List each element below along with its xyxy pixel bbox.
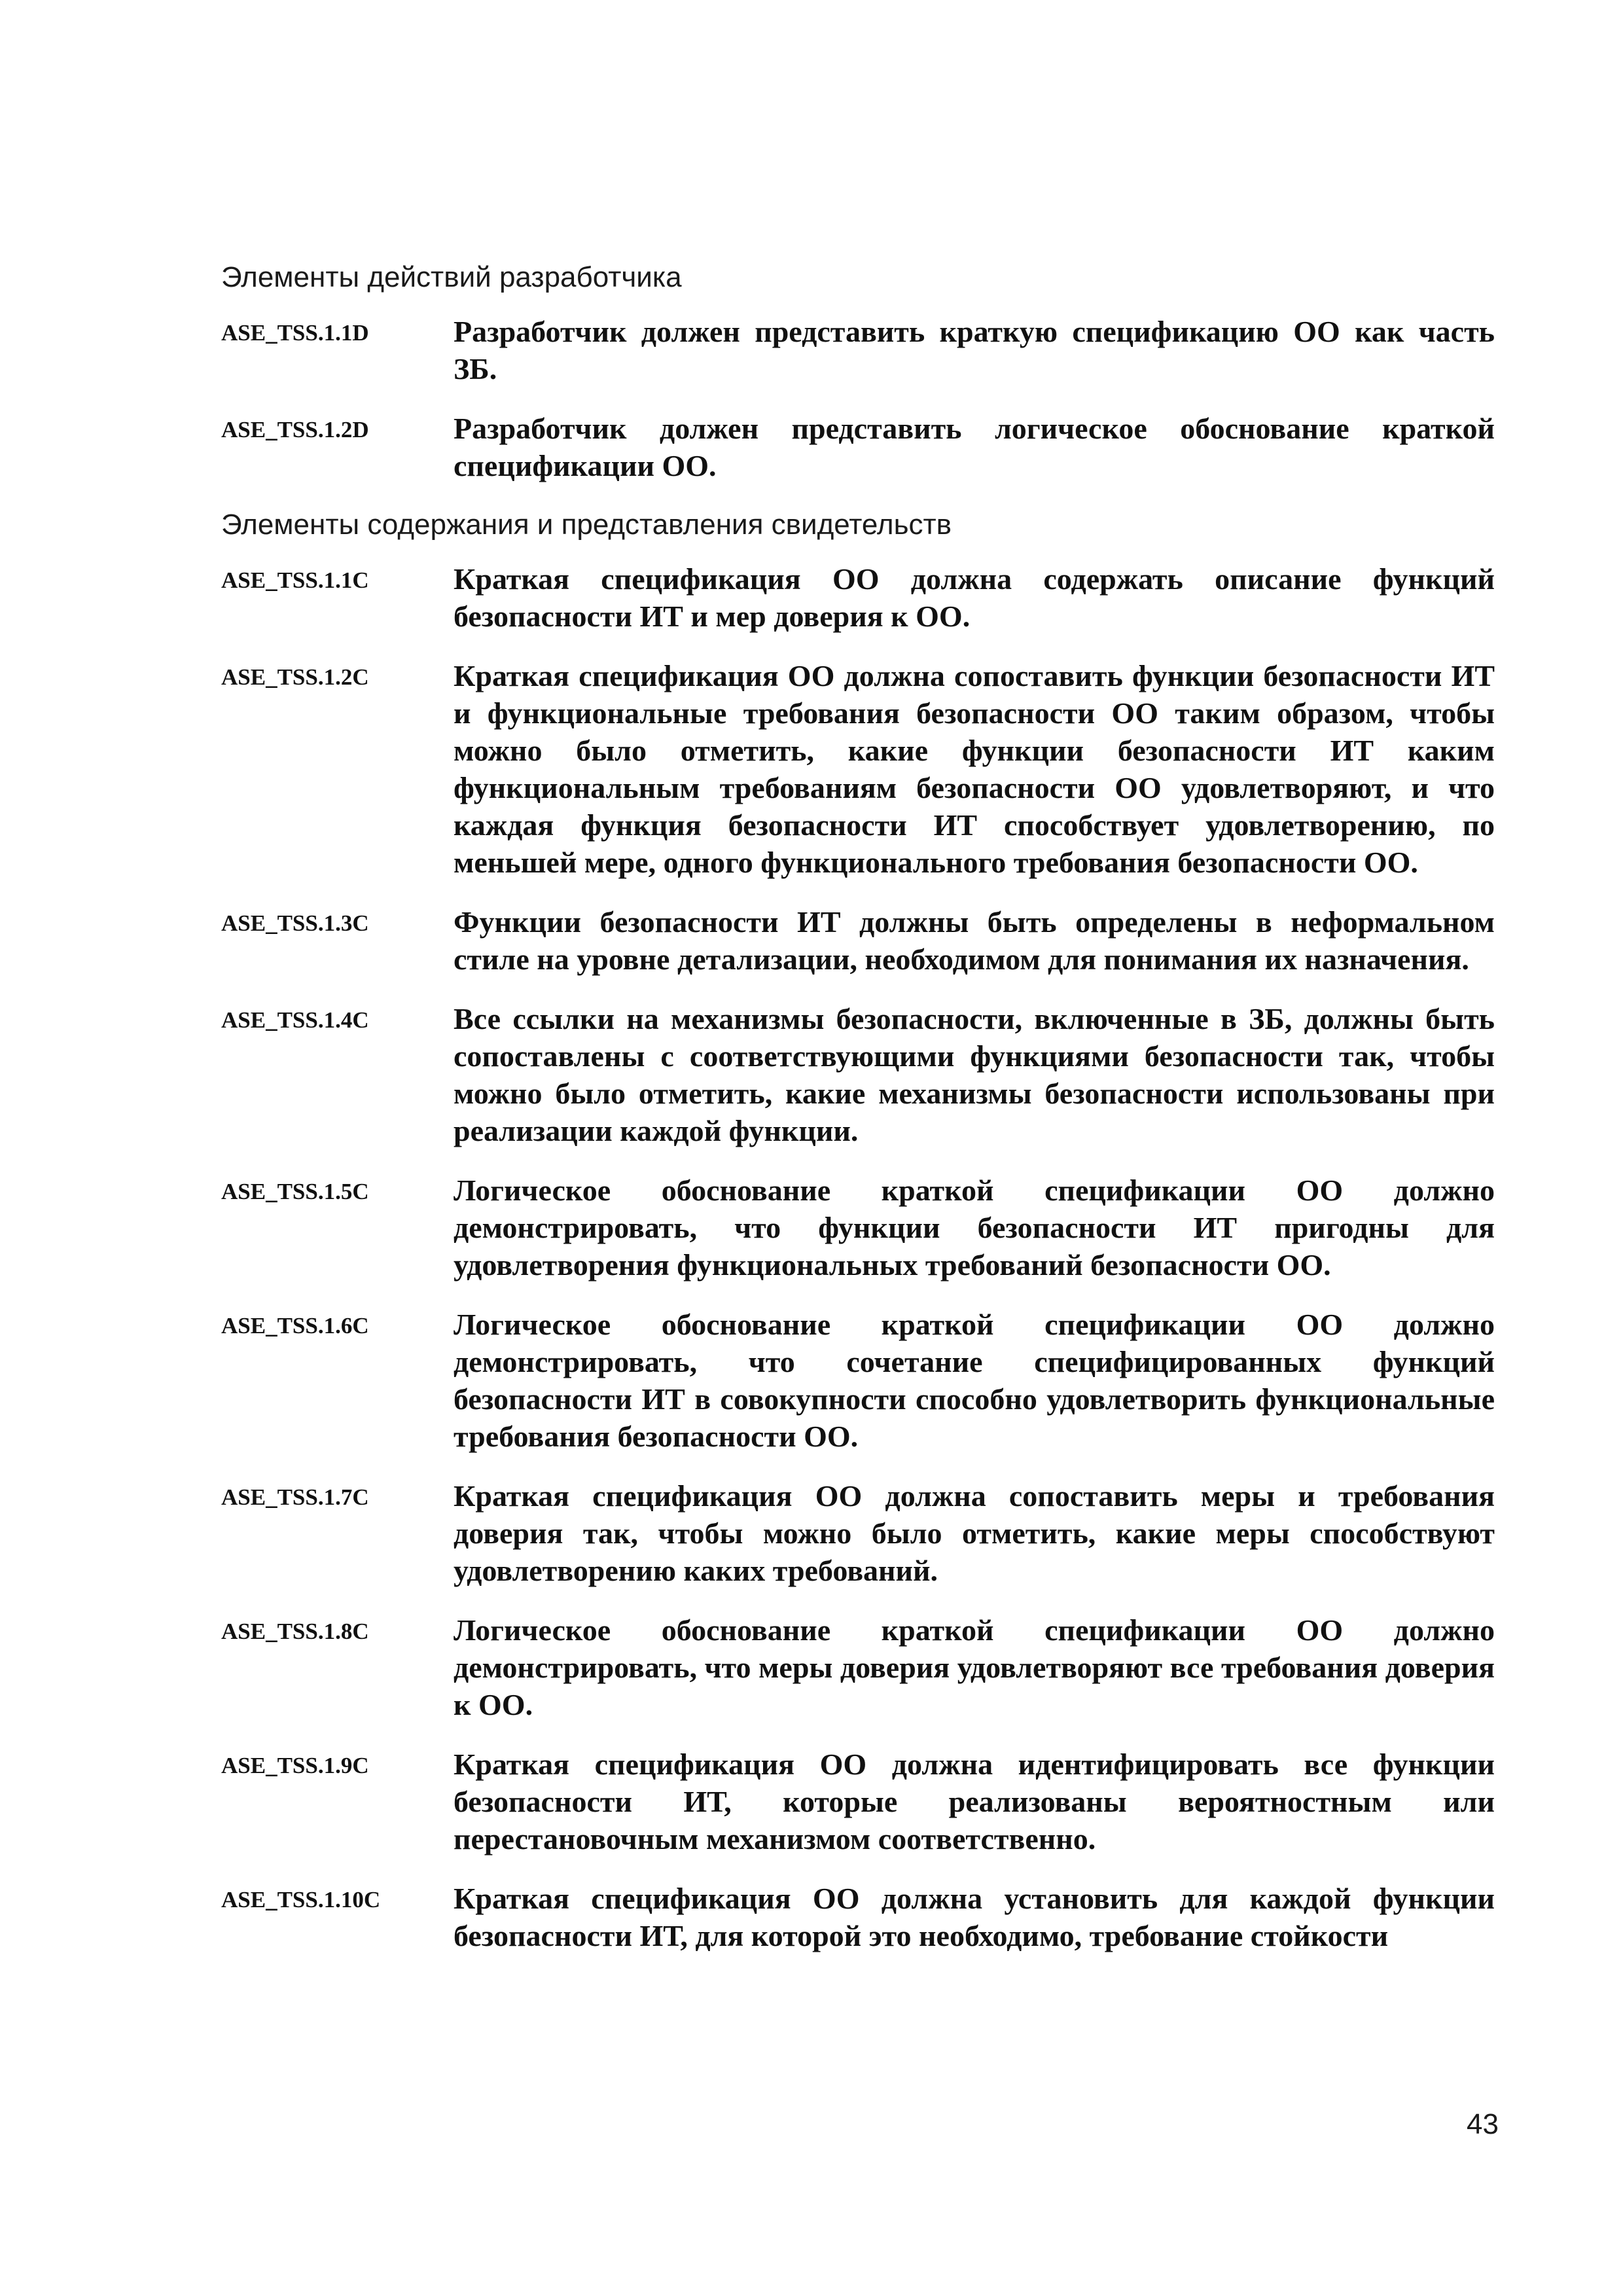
requirement-item [221,1880,1495,1954]
requirement-item [221,1172,1495,1283]
requirement-text: Разработчик должен представить краткую спецификацию ОО как часть ЗБ. [454,315,1495,386]
requirement-text: Краткая спецификация ОО должна сопоставить меры и требования доверия так, чтобы можно было отметить, какие меры способствуют удовлетворению каких требований. [454,1479,1495,1587]
requirement-item [221,1306,1495,1455]
requirement-text: Логическое обоснование краткой спецификации ОО должно демонстрировать, что меры доверия удовлетворяют все требования доверия к ОО. [454,1613,1495,1721]
requirement-text: Логическое обоснование краткой спецификации ОО должно демонстрировать, что сочетание специфицированных функций безопасности ИТ в совокупности способно удовлетворить функциональные требования безопасности ОО. [454,1308,1495,1453]
requirement-item [221,1000,1495,1149]
requirement-id: ASE_TSS.1.1D [221,320,369,346]
requirement-id: ASE_TSS.1.8C [221,1619,369,1644]
requirement-id: ASE_TSS.1.5C [221,1179,369,1204]
requirement-id: ASE_TSS.1.10C [221,1887,381,1912]
requirement-id: ASE_TSS.1.2D [221,417,369,442]
requirement-text: Функции безопасности ИТ должны быть определены в неформальном стиле на уровне детализации, необходимом для понимания их назначения. [454,905,1495,976]
requirement-item [221,560,1495,635]
requirement-id: ASE_TSS.1.3C [221,910,369,936]
page-number: 43 [1467,2108,1499,2140]
requirement-id: ASE_TSS.1.7C [221,1484,369,1510]
section-heading-content-and-presentation: Элементы содержания и представления свидетельств [221,509,952,541]
requirement-item [221,1611,1495,1723]
requirement-item [221,410,1495,484]
requirement-text: Логическое обоснование краткой спецификации ОО должно демонстрировать, что функции безопасности ИТ пригодны для удовлетворения функциональных требований безопасности ОО. [454,1174,1495,1282]
requirement-text: Разработчик должен представить логическое обоснование краткой спецификации ОО. [454,412,1495,482]
requirement-id: ASE_TSS.1.6C [221,1313,369,1338]
requirement-text: Краткая спецификация ОО должна содержать описание функций безопасности ИТ и мер доверия к ОО. [454,562,1495,633]
requirement-id: ASE_TSS.1.9C [221,1753,369,1778]
requirement-id: ASE_TSS.1.4C [221,1007,369,1033]
requirement-text: Краткая спецификация ОО должна сопоставить функции безопасности ИТ и функциональные требования безопасности ОО таким образом, чтобы можно было отметить, какие функции безопасности ИТ каким функциональным требованиям безопасности ОО удовлетворяют, и что каждая функция безопасности ИТ способствует удовлетворению, по меньшей мере, одного функционального требования безопасности ОО. [454,659,1495,879]
requirement-text: Краткая спецификация ОО должна идентифицировать все функции безопасности ИТ, которые реализованы вероятностным или перестановочным механизмом соответственно. [454,1748,1495,1856]
requirement-item [221,1477,1495,1589]
requirement-item [221,1746,1495,1857]
requirement-text: Краткая спецификация ОО должна установить для каждой функции безопасности ИТ, для которой это необходимо, требование стойкости [454,1882,1495,1952]
requirement-id: ASE_TSS.1.2C [221,664,369,690]
section-heading-developer-actions: Элементы действий разработчика [221,261,682,293]
requirement-text: Все ссылки на механизмы безопасности, включенные в ЗБ, должны быть сопоставлены с соответствующими функциями безопасности так, чтобы можно было отметить, какие механизмы безопасности использованы при реализации каждой функции. [454,1002,1495,1147]
requirement-item [221,903,1495,978]
requirement-id: ASE_TSS.1.1C [221,567,369,593]
requirement-item [221,657,1495,881]
requirement-item [221,313,1495,387]
page-content [221,259,1495,1977]
